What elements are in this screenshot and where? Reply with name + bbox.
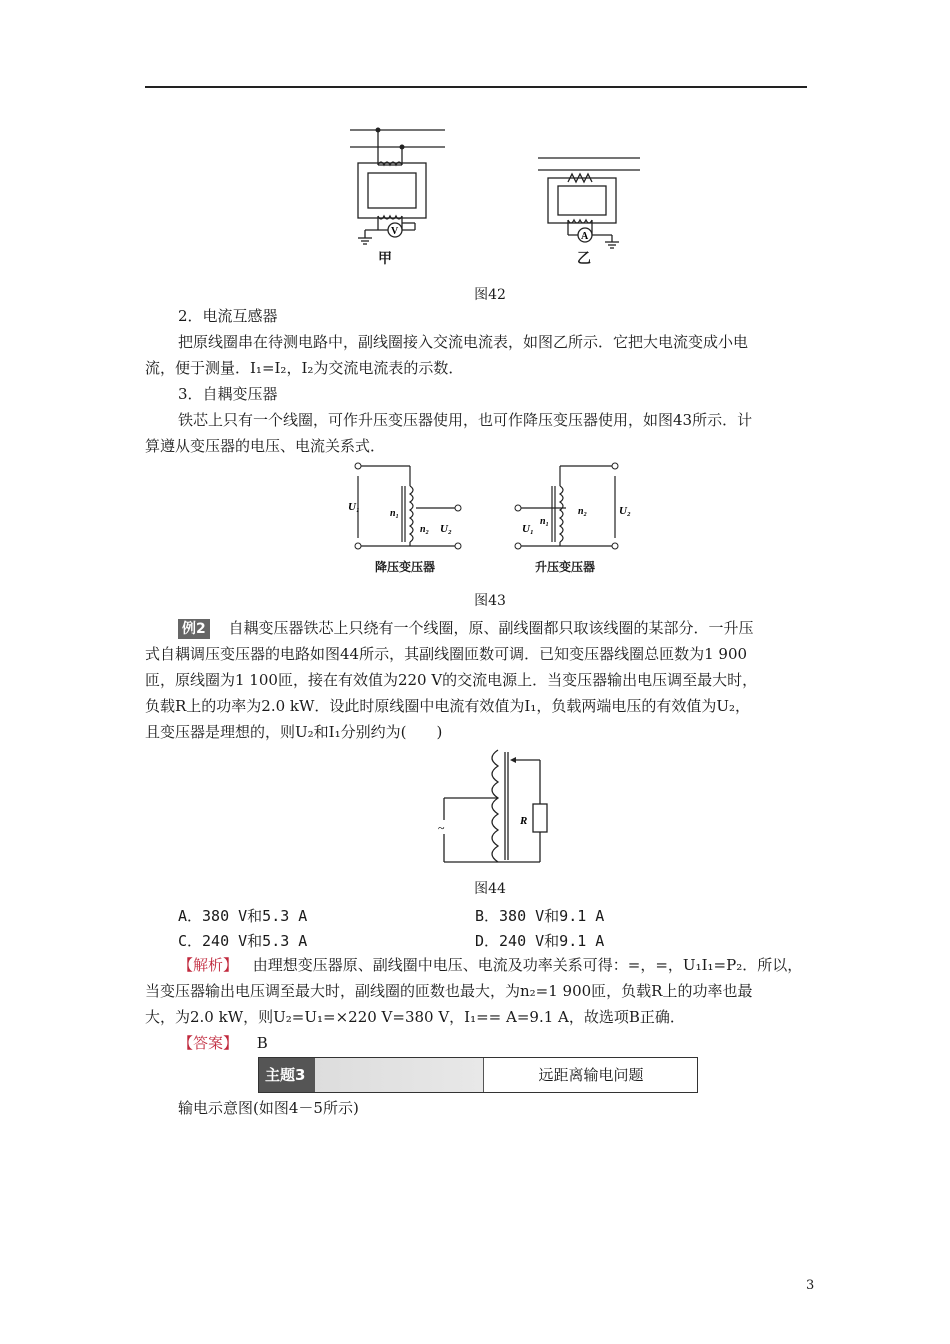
- option-d[interactable]: D．240 V和9.1 A: [475, 932, 605, 950]
- figure-43-diagram: [340, 458, 640, 558]
- last-line: 输电示意图(如图4－5所示): [178, 1099, 359, 1117]
- analysis-line3: 大，为2.0 kW，则U₂=U₁=×220 V=380 V，I₁== A=9.1 A，故选项B正确．: [145, 1008, 685, 1026]
- topic-label: 主题3: [265, 1066, 306, 1084]
- analysis-line1-text: 由理想变压器原、副线圈中电压、电流及功率关系可得：=，=，U₁I₁=P₂．所以，: [252, 956, 803, 974]
- answer-line: [178, 1033, 268, 1053]
- section-2-para-line1: 把原线圈串在待测电路中，副线圈接入交流电流表，如图乙所示．它把大电流变成小电: [178, 333, 749, 351]
- topic-label-band: [259, 1058, 483, 1092]
- figure-43-right-title: 升压变压器: [534, 560, 595, 574]
- topic-header-box: [258, 1057, 698, 1093]
- fig43-right-U1: U₁: [522, 523, 534, 535]
- analysis-tag: 【解析】: [178, 956, 239, 974]
- section-3-para-line1: 铁芯上只有一个线圈，可作升压变压器使用，也可作降压变压器使用，如图43所示．计: [178, 411, 753, 429]
- figure-43-caption: 图43: [474, 593, 506, 609]
- page-number: 3: [806, 1278, 815, 1293]
- option-a[interactable]: A．380 V和5.3 A: [178, 907, 308, 925]
- fig44-resistor-label: R: [520, 815, 528, 827]
- figure-42-right-label: 乙: [577, 251, 591, 267]
- fig43-right-U2: U₂: [619, 505, 631, 517]
- section-3-title: 3．自耦变压器: [178, 385, 278, 403]
- answer-tag: 【答案】: [178, 1034, 239, 1052]
- figure-43-left-title: 降压变压器: [374, 560, 435, 574]
- ammeter-label: A: [581, 231, 589, 242]
- option-b[interactable]: B．380 V和9.1 A: [475, 907, 605, 925]
- fig43-left-U2: U₂: [440, 523, 452, 535]
- analysis-line1: [178, 955, 802, 975]
- fig43-right-n2: n₂: [578, 506, 588, 517]
- voltmeter-label: V: [391, 226, 399, 237]
- fig43-left-n2: n₂: [420, 524, 430, 535]
- figure-42-caption: 图42: [474, 287, 506, 303]
- figure-42-left-label: 甲: [378, 251, 392, 267]
- topic-title: 远距离输电问题: [483, 1058, 698, 1092]
- option-c[interactable]: C．240 V和5.3 A: [178, 932, 308, 950]
- analysis-line2: 当变压器输出电压调至最大时，副线圈的匝数也最大，为n₂=1 900匝，负载R上的功率也最: [145, 982, 753, 1000]
- answer-value: B: [256, 1034, 268, 1052]
- fig43-right-n1: n₁: [540, 516, 550, 527]
- example-line2: 式自耦调压变压器的电路如图44所示，其副线圈匝数可调．已知变压器线圈总匝数为1 900: [145, 645, 748, 663]
- example-line1-text: 自耦变压器铁芯上只绕有一个线圈，原、副线圈都只取该线圈的某部分．一升压: [228, 619, 754, 637]
- example-line3: 匝，原线圈为1 100匝，接在有效值为220 V的交流电源上．当变压器输出电压调至最大时，: [145, 671, 758, 689]
- fig44-source-symbol: ~: [438, 821, 445, 835]
- figure-44-caption: 图44: [474, 881, 506, 897]
- example-line5: 且变压器是理想的，则U₂和I₁分别约为( ): [145, 723, 443, 741]
- example-line4: 负载R上的功率为2.0 kW．设此时原线圈中电流有效值为I₁，负载两端电压的有效值为U₂，: [145, 697, 751, 715]
- section-2-para-line2: 流，便于测量．I₁=I₂，I₂为交流电流表的示数．: [145, 359, 464, 377]
- fig43-left-U1: U₁: [348, 501, 360, 513]
- header-rule: [145, 86, 807, 88]
- fig43-left-n1: n₁: [390, 508, 400, 519]
- section-3-para-line2: 算遵从变压器的电压、电流关系式．: [145, 437, 386, 455]
- figure-44-diagram: [430, 742, 560, 872]
- section-2-title: 2．电流互感器: [178, 307, 278, 325]
- example-badge: 例2: [178, 619, 210, 639]
- example-line1: [178, 618, 754, 639]
